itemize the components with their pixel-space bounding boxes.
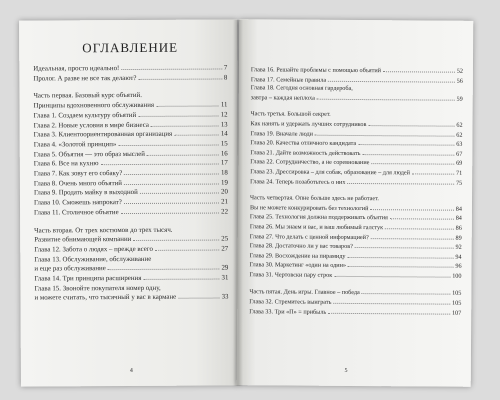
toc-entry-title: завтра – каждая неплоха (250, 94, 315, 102)
toc-entry-title: Глава 1. Создаем культуру объятий (33, 111, 137, 120)
toc-entry-page: 21 (221, 198, 229, 206)
toc-title: ОГЛАВЛЕНИЕ (82, 39, 179, 56)
toc-entry-title: Глава 12. Забота о людях – прежде всего (34, 245, 153, 254)
toc-entry-title: Глава 29. Восхождение на пирамиду (249, 251, 346, 260)
toc-entry-page: 29 (221, 264, 229, 272)
right-toc-list (249, 65, 463, 318)
toc-entry-page: 15 (220, 140, 228, 148)
toc-entry-title: Глава 14. Три принципа расширения (34, 274, 142, 283)
toc-leader-dots (385, 223, 454, 229)
toc-entry (250, 194, 462, 204)
toc-entry-title: Глава 30. Маркетинг «один на один» (249, 261, 347, 270)
left-page-number: 4 (129, 367, 133, 374)
toc-leader-dots (362, 289, 450, 296)
toc-entry-title: Глава 13. Обслуживание, обслуживание (34, 255, 152, 264)
toc-leader-dots (348, 261, 453, 268)
toc-entry-page: 22 (221, 208, 229, 216)
toc-entry-title: Глава 18. Сегодня основная гардероба, (250, 84, 353, 93)
toc-entry-page: 25 (221, 235, 229, 243)
toc-entry-page: 27 (221, 245, 229, 253)
left-page (19, 19, 239, 386)
toc-entry-page: 59 (456, 95, 463, 103)
toc-entry-title: Глава 28. Достаточно ли у вас товаров? (249, 242, 353, 251)
toc-leader-dots (151, 120, 219, 126)
toc-entry-page: 86 (455, 224, 462, 232)
toc-leader-dots (108, 264, 220, 271)
toc-entry-title: Глава 8. Очень много объятий (33, 179, 122, 188)
toc-entry-title: Часть четвертая. Опне больше здесь не работает. (250, 194, 379, 203)
toc-entry-title: Глава 11. Столичное объятие (34, 208, 119, 217)
toc-entry-title: Глава 19. Вначале люди (250, 129, 313, 138)
toc-entry-title: Глава 6. Все на кухню (33, 160, 99, 168)
toc-leader-dots (347, 252, 453, 259)
toc-entry-page: 107 (451, 309, 462, 317)
toc-entry-title: Глава 16. Решайте проблемы с помощью объятий (250, 66, 381, 75)
toc-entry-page: 75 (455, 179, 463, 187)
toc-leader-dots (412, 168, 454, 174)
toc-entry-page: 18 (220, 169, 228, 177)
right-page-number: 5 (344, 367, 348, 374)
toc-leader-dots (121, 207, 220, 214)
toc-entry-page: 12 (220, 111, 228, 119)
toc-leader-dots (118, 139, 218, 146)
toc-entry-title: Глава 7. Как зовут его собаку? (33, 170, 123, 178)
toc-leader-dots (317, 94, 455, 101)
toc-leader-dots (347, 177, 454, 184)
toc-entry-title: Глава 15. Звонойте покупателя номер одну, (34, 284, 161, 293)
toc-leader-dots (121, 64, 222, 71)
toc-entry-title: Пролог. А разве не все так делают? (33, 74, 137, 83)
toc-entry-title: Глава 32. Стремитесь выиграть (249, 298, 332, 306)
toc-entry-page: 84 (455, 215, 462, 223)
toc-leader-dots (138, 110, 218, 116)
toc-entry (250, 213, 462, 224)
toc-leader-dots (133, 235, 219, 241)
toc-entry (249, 307, 461, 318)
toc-entry-title: Глава 33. Три «П» = прибыль (249, 307, 327, 316)
toc-leader-dots (156, 101, 219, 107)
toc-leader-dots (383, 66, 455, 73)
toc-entry-title: Глава 10. Сможешь напрокат? (33, 199, 122, 207)
toc-entry-page: 14 (220, 130, 228, 138)
toc-leader-dots (124, 198, 219, 204)
toc-leader-dots (143, 274, 219, 280)
toc-entry-title: Глава 4. «Золотой принцип» (33, 140, 117, 149)
toc-leader-dots (328, 75, 455, 82)
toc-entry-page: 33 (221, 293, 229, 301)
toc-entry-title: Глава 5. Объятия — это образ мыслей (33, 150, 145, 159)
toc-entry-title: Глава 26. Мы знаем и вас, и ваш любимый галстук (249, 223, 384, 232)
toc-leader-dots (358, 139, 454, 146)
toc-entry-page: 62 (456, 121, 463, 129)
toc-entry-title: Развитие обнимающей компании (34, 236, 132, 244)
toc-entry-page: 92 (455, 243, 462, 251)
toc-leader-dots (101, 159, 219, 166)
toc-entry-title: Глава 31. Чертовски пару строк (249, 271, 333, 279)
toc-entry-page: 11 (220, 101, 228, 109)
toc-leader-dots (371, 233, 454, 240)
toc-entry-page: 7 (223, 64, 228, 72)
toc-entry-page: 13 (220, 120, 228, 129)
toc-leader-dots (147, 149, 219, 155)
toc-entry-title: и еще раз обслуживание (34, 265, 106, 273)
toc-entry-title: Глава 25. Технология должна поддерживать объятия (249, 213, 388, 222)
toc-leader-dots (362, 149, 454, 156)
toc-leader-dots (178, 293, 219, 299)
toc-entry (250, 158, 462, 169)
toc-entry (34, 293, 228, 304)
right-page (237, 19, 474, 387)
toc-entry-page: 17 (220, 159, 228, 167)
toc-entry-page: 8 (223, 74, 228, 82)
toc-entry-page: 67 (456, 150, 463, 158)
toc-entry-page: 100 (452, 272, 462, 280)
toc-leader-dots (140, 188, 219, 194)
toc-leader-dots (124, 169, 219, 175)
toc-entry-title: Часть вторая. От трех костюмов до трех тысяч. (34, 226, 173, 235)
toc-leader-dots (124, 178, 219, 184)
toc-leader-dots (334, 271, 450, 278)
toc-entry-page: 20 (221, 188, 228, 196)
toc-entry-title: Часть пятая. День игры. Главное – победа (249, 288, 360, 297)
toc-entry-title: Идеальная, просто идеально! (33, 65, 120, 73)
toc-entry-page: 69 (456, 160, 463, 168)
toc-entry-title: Часть третья. Большой секрет. (250, 110, 331, 119)
toc-entry-page: 105 (451, 299, 462, 307)
toc-entry-title: Глава 3. Клиентоориентированная организация (33, 130, 173, 139)
toc-entry-title: Принципы вдохновенного обслуживания (33, 101, 155, 110)
toc-entry-title: Глава 24. Теперь позаботьтесь о них (250, 177, 346, 186)
toc-leader-dots (138, 73, 221, 79)
toc-entry-page: 62 (456, 131, 463, 139)
toc-entry-title: Глава 27. Что делать с ценной информацией? (249, 232, 369, 241)
toc-entry (250, 203, 462, 214)
toc-entry-title: и можете считать, что тысячный у вас в кармане (34, 294, 177, 302)
toc-entry (250, 148, 462, 159)
book-gutter (233, 20, 243, 386)
toc-entry-title: Глава 17. Семейные правила (250, 75, 327, 84)
toc-leader-dots (315, 129, 454, 136)
toc-leader-dots (333, 298, 450, 305)
toc-leader-dots (328, 307, 450, 314)
toc-entry-page: 71 (455, 169, 463, 177)
toc-leader-dots (355, 242, 454, 249)
toc-leader-dots (370, 204, 453, 211)
toc-entry-page: 94 (455, 253, 462, 261)
toc-entry-page: 56 (456, 77, 463, 85)
toc-entry-title: Глава 23. Дрессировка – для собак, образование – для людей (250, 168, 411, 177)
toc-entry-title: Глава 22. Сотрудничество, а не соревнование (250, 158, 370, 167)
toc-entry-page: 96 (455, 262, 462, 271)
left-toc-list (33, 63, 228, 303)
toc-entry-page: 19 (220, 179, 228, 187)
toc-entry-title: Глава 20. Качества отличного кандидата (250, 139, 357, 148)
toc-entry-page: 52 (456, 67, 463, 75)
toc-entry-title: Вы не можете конкурировать без технологий (249, 203, 369, 212)
toc-entry-title: Глава 9. Продать майку в выходной (33, 189, 138, 197)
toc-leader-dots (368, 120, 454, 127)
toc-entry-page: 89 (455, 234, 462, 242)
toc-entry-page: 16 (220, 150, 228, 158)
toc-entry-title: Глава 2. Новые условия в мире бизнеса (33, 121, 150, 130)
toc-entry-title: Часть первая. Базовый курс объятий. (33, 92, 142, 100)
toc-entry-title: Глава 21. Дайте возможность действовать (250, 149, 361, 157)
toc-leader-dots (390, 214, 454, 220)
toc-entry-page: 31 (221, 274, 229, 282)
toc-entry-page: 84 (455, 205, 462, 213)
toc-leader-dots (155, 244, 219, 250)
toc-entry-title: Как нанять и удержать лучших сотрудников (250, 120, 367, 129)
toc-leader-dots (371, 158, 454, 165)
toc-entry-page: 105 (452, 290, 462, 298)
toc-entry-page: 63 (456, 140, 463, 148)
toc-leader-dots (174, 130, 219, 136)
toc-entry (250, 222, 462, 233)
